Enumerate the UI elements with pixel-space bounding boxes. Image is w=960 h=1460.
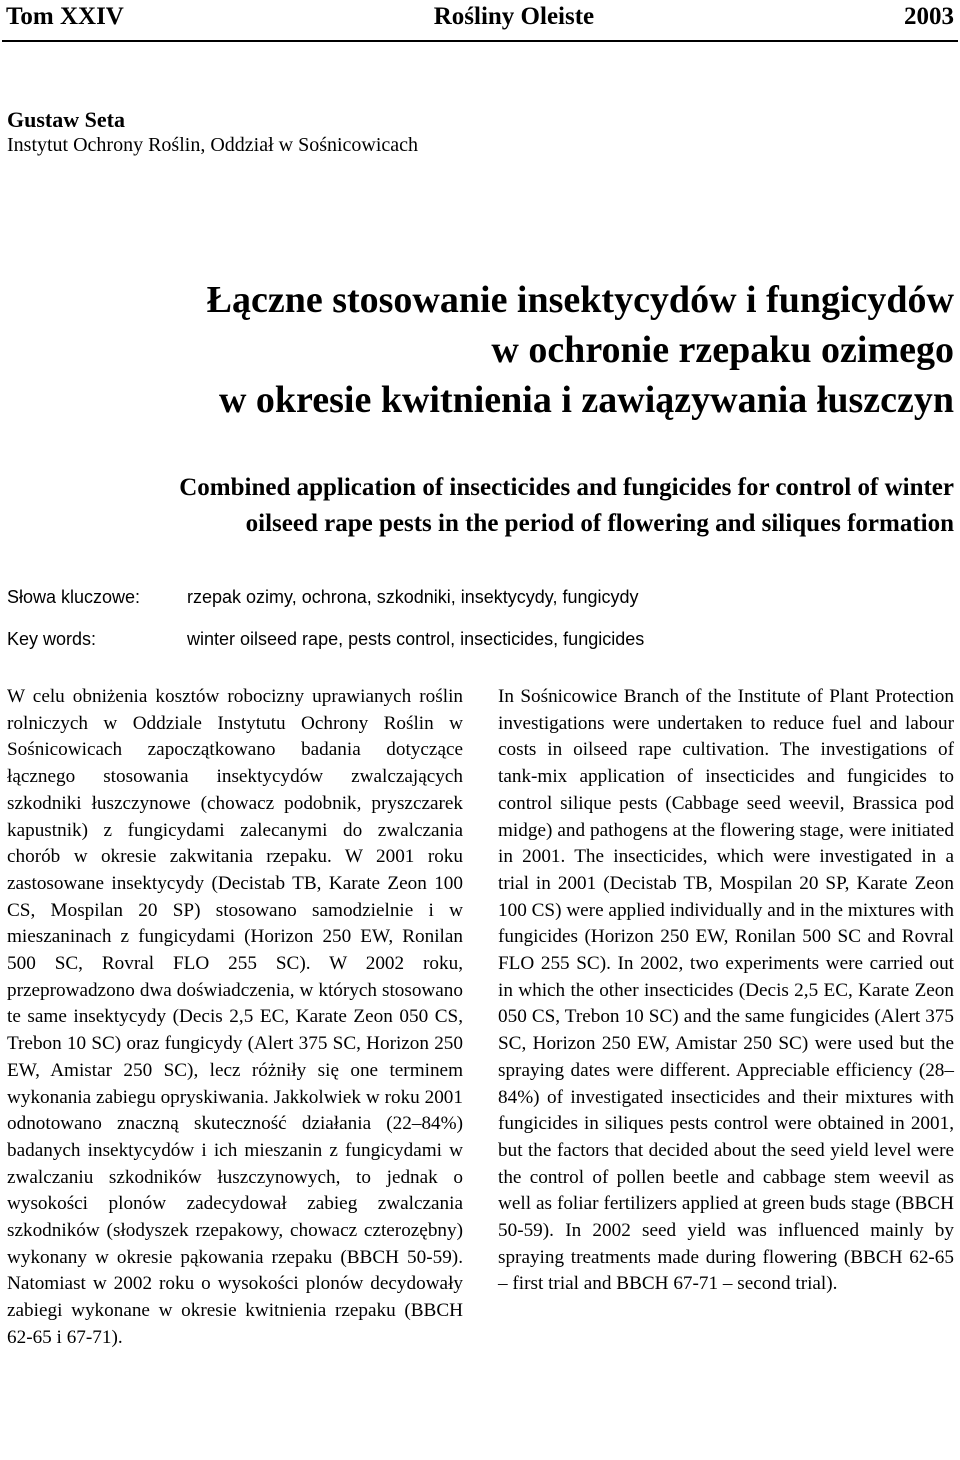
running-header [6,0,954,34]
title-polish-line: Łączne stosowanie insektycydów i fungicydów [206,279,954,321]
keywords-english [7,629,957,650]
title-english [0,470,960,542]
header-rule [2,40,958,42]
abstract-polish: W celu obniżenia kosztów robocizny uprawianych roślin rolniczych w Oddziale Instytutu Ochrony Roślin w Sośnicowicach zapoczątkowano badania dotyczące łącznego stosowania insektycydów zwalczających szkodniki łuszczynowe (chowacz podobnik, pryszczarek kapustnik) z fungicydami zalecanymi do zwalczania chorób w okresie zakwitania rzepaku. W 2001 roku zastosowane insektycydy (Decistab TB, Karate Zeon 100 CS, Mospilan 20 SP) stosowano samodzielnie i w mieszaninach z fungicydami (Horizon 250 EW, Ronilan 500 SC, Rovral FLO 255 SC). W 2002 roku, przeprowadzono dwa doświadczenia, w których stosowano te same insektycydy (Decis 2,5 EC, Karate Zeon 050 CS, Trebon 10 SC) oraz fungicydy (Alert 375 SC, Horizon 250 EW, Amistar 250 SC), lecz różniły się one terminem wykonania zabiegu opryskiwania. Jakkolwiek w roku 2001 odnotowano znaczną skuteczność działania (22–84%) badanych insektycydów i ich mieszanin z fungicydami w zwalczaniu szkodników łuszczynowych, to jednak o wysokości plonów zadecydował zabieg zwalczania szkodników (słodyszek rzepakowy, chowacz czterozębny) wykonany w okresie pąkowania rzepaku (BBCH 50-59). Natomiast w 2002 roku o wysokości plonów decydowały zabiegi wykonane w okresie kwitnienia rzepaku (BBCH 62-65 i 67-71). [7,686,463,1348]
abstract-english-column [498,684,954,1298]
abstract-polish-column [7,684,463,1352]
keywords-polish [7,587,957,608]
title-english-line: oilseed rape pests in the period of flowering and siliques formation [245,510,954,537]
volume-label: Tom XXIV [6,3,124,30]
title-english-line: Combined application of insecticides and fungicides for control of winter [179,474,954,501]
year-label: 2003 [904,3,954,30]
abstract-english: In Sośnicowice Branch of the Institute of Plant Protection investigations were undertaken to reduce fuel and labour costs in oilseed rape cultivation. The investigations of tank-mix application of insecticides and fungicides to control silique pests (Cabbage seed weevil, Brassica pod midge) and pathogens at the flowering stage, were initiated in 2001. The insecticides, which were investigated in a trial in 2001 (Decistab TB, Mospilan 20 SP, Karate Zeon 100 CS) were applied individually and in the mixtures with fungicides (Horizon 250 EW, Ronilan 500 SC and Rovral FLO 255 SC). In 2002, two experiments were carried out in which the other insecticides (Decis 2,5 EC, Karate Zeon 050 CS, Trebon 10 SC) and the same fungicides (Alert 375 SC, Horizon 250 EW, Amistar 250 SC) were used but the spraying dates were different. Appreciable efficiency (28–84%) of investigated insecticides and their mixtures with fungicides in siliques pests control were obtained in 2001, but the factors that decided about the seed yield level were the control of pollen beetle and cabbage stem weevil as well as foliar fertilizers applied at green buds stage (BBCH 50-59). In 2002 seed yield was influenced mainly by spraying treatments made during flowering (BBCH 62-65 – first trial and BBCH 67-71 – second trial). [498,686,954,1295]
keywords-english-label: Key words: [7,629,97,649]
title-polish [14,275,954,425]
author-name: Gustaw Seta [7,107,125,132]
keywords-polish-value: rzepak ozimy, ochrona, szkodniki, insektycydy, fungicydy [187,587,639,607]
author-affiliation: Instytut Ochrony Roślin, Oddział w Sośnicowicach [7,134,419,156]
keywords-english-value: winter oilseed rape, pests control, insecticides, fungicides [187,629,645,649]
title-polish-line: w okresie kwitnienia i zawiązywania łuszczyn [218,379,954,421]
journal-name: Rośliny Oleiste [433,3,595,30]
keywords-polish-label: Słowa kluczowe: [7,587,141,607]
title-polish-line: w ochronie rzepaku ozimego [491,329,954,371]
